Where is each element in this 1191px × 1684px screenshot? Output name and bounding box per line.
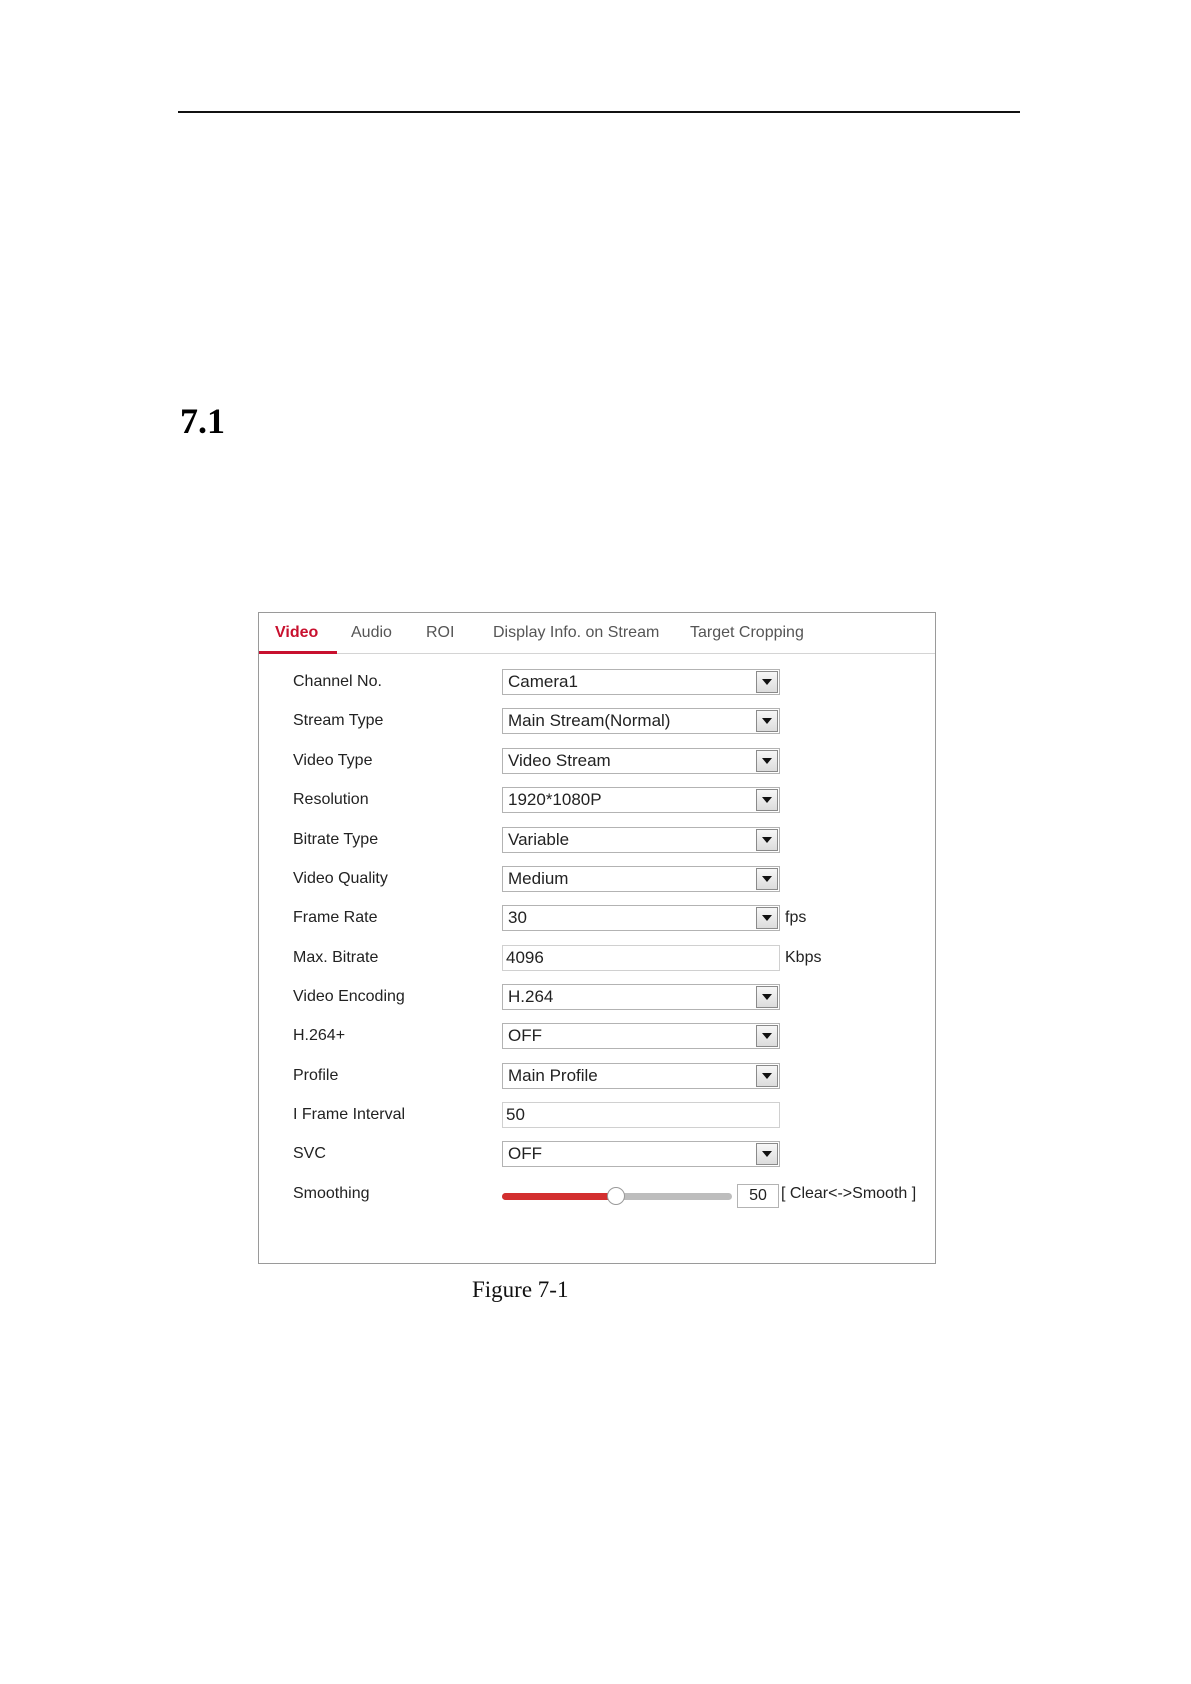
chevron-down-icon[interactable] [756,710,778,732]
profile-value: Main Profile [508,1066,598,1085]
smoothing-slider-handle[interactable] [607,1187,625,1205]
tab-video[interactable]: Video [275,624,319,641]
chevron-down-icon[interactable] [756,750,778,772]
frame-rate-select[interactable] [502,905,780,931]
svc-value: OFF [508,1144,542,1163]
video-quality-value: Medium [508,869,569,888]
chevron-down-icon[interactable] [756,829,778,851]
profile-label: Profile [293,1067,339,1084]
video-quality-label: Video Quality [293,870,388,887]
video-type-label: Video Type [293,752,373,769]
video-settings-panel [258,612,936,1264]
frame-rate-value: 30 [508,908,527,927]
chevron-down-icon[interactable] [756,1143,778,1165]
video-encoding-label: Video Encoding [293,988,405,1005]
smoothing-label: Smoothing [293,1185,370,1202]
h264-plus-value: OFF [508,1026,542,1045]
svc-select[interactable] [502,1141,780,1167]
smoothing-hint: [ Clear<->Smooth ] [781,1185,917,1202]
smoothing-value-box[interactable]: 50 [737,1184,779,1208]
h264-plus-select[interactable] [502,1023,780,1049]
bitrate-type-label: Bitrate Type [293,831,379,848]
section-number: 7.1 [180,401,225,441]
frame-rate-label: Frame Rate [293,909,378,926]
resolution-label: Resolution [293,791,369,808]
chevron-down-icon[interactable] [756,671,778,693]
svc-label: SVC [293,1145,326,1162]
chevron-down-icon[interactable] [756,1025,778,1047]
tab-bar [259,613,935,654]
channel-no-label: Channel No. [293,673,382,690]
stream-type-label: Stream Type [293,712,384,729]
tab-display-info-on-stream[interactable]: Display Info. on Stream [493,624,660,641]
i-frame-interval-value: 50 [506,1105,525,1124]
profile-select[interactable] [502,1063,780,1089]
i-frame-interval-label: I Frame Interval [293,1106,406,1123]
max-bitrate-unit: Kbps [785,949,822,966]
channel-no-value: Camera1 [508,672,578,691]
max-bitrate-value: 4096 [506,948,544,967]
video-quality-select[interactable] [502,866,780,892]
video-encoding-select[interactable] [502,984,780,1010]
stream-type-value: Main Stream(Normal) [508,711,671,730]
video-type-value: Video Stream [508,751,611,770]
chevron-down-icon[interactable] [756,907,778,929]
bitrate-type-value: Variable [508,830,570,849]
bitrate-type-select[interactable] [502,827,780,853]
resolution-select[interactable] [502,787,780,813]
chevron-down-icon[interactable] [756,868,778,890]
tab-roi[interactable]: ROI [426,624,455,641]
channel-no-select[interactable] [502,669,780,695]
tab-target-cropping[interactable]: Target Cropping [690,624,804,641]
i-frame-interval-input[interactable] [502,1102,780,1128]
smoothing-slider-fill [502,1193,616,1200]
header-rule [178,111,1020,113]
chevron-down-icon[interactable] [756,789,778,811]
video-type-select[interactable] [502,748,780,774]
max-bitrate-label: Max. Bitrate [293,949,379,966]
video-encoding-value: H.264 [508,987,554,1006]
smoothing-slider[interactable] [502,1193,732,1200]
stream-type-select[interactable] [502,708,780,734]
active-tab-indicator [259,651,337,654]
max-bitrate-input[interactable] [502,945,780,971]
chevron-down-icon[interactable] [756,986,778,1008]
h264-plus-label: H.264+ [293,1027,346,1044]
figure-caption: Figure 7-1 [472,1277,569,1302]
resolution-value: 1920*1080P [508,790,602,809]
chevron-down-icon[interactable] [756,1065,778,1087]
frame-rate-unit: fps [785,909,807,926]
tab-audio[interactable]: Audio [351,624,392,641]
